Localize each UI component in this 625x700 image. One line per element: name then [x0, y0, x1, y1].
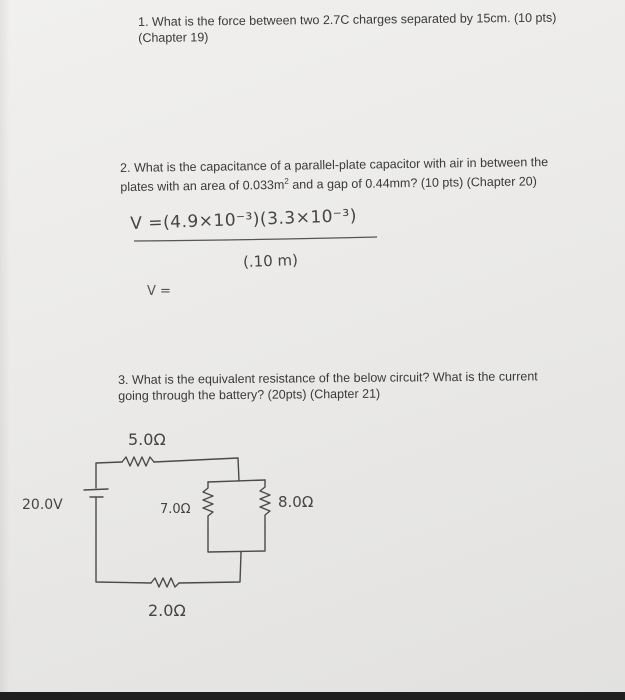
wire-top-right: [154, 458, 239, 481]
handwritten-v-equals: V =: [147, 284, 171, 299]
wire-top-left: [96, 462, 122, 488]
battery-long-plate: [84, 489, 108, 490]
question-3-number: 3.: [118, 372, 129, 387]
question-3-text: What is the equivalent resistance of the below circuit? What is the current going through the battery? (20pts) (Chapter 21): [118, 369, 538, 403]
resistor-right-zigzag: [260, 480, 270, 528]
wire-bottom-right: [179, 553, 241, 583]
question-2-text-before: What is the capacitance of a parallel-plate capacitor with air in between the plates with an area of 0.033m: [120, 155, 549, 195]
resistor-top-zigzag: [122, 457, 154, 466]
wire-branch-top: [208, 480, 265, 482]
resistor-top-label: 5.0Ω: [128, 430, 166, 449]
question-2-superscript: 2: [284, 176, 289, 186]
wire-branch-bottom: [208, 528, 265, 552]
resistor-middle-label: 7.0Ω: [160, 502, 191, 517]
wire-left: [96, 498, 151, 583]
page-bottom-edge: [0, 692, 625, 700]
resistor-bottom-zigzag: [151, 578, 179, 587]
resistor-bottom-label: 2.0Ω: [148, 601, 186, 620]
circuit: [84, 457, 270, 587]
handwritten-denominator: (.10 m): [242, 251, 299, 271]
question-2-text-after: and a gap of 0.44mm? (10 pts) (Chapter 20): [288, 174, 537, 192]
fraction-bar: [134, 237, 377, 241]
handwritten-numerator: V =(4.9×10⁻³)(3.3×10⁻³): [130, 206, 358, 234]
question-1-number: 1.: [138, 14, 149, 29]
resistor-right-label: 8.0Ω: [278, 493, 314, 511]
battery-voltage-label: 20.0V: [22, 497, 63, 513]
question-2-number: 2.: [120, 160, 131, 175]
resistor-middle-zigzag: [203, 482, 213, 530]
question-1-text: What is the force between two 2.7C charges separated by 15cm. (10 pts) (Chapter 19): [138, 10, 557, 45]
